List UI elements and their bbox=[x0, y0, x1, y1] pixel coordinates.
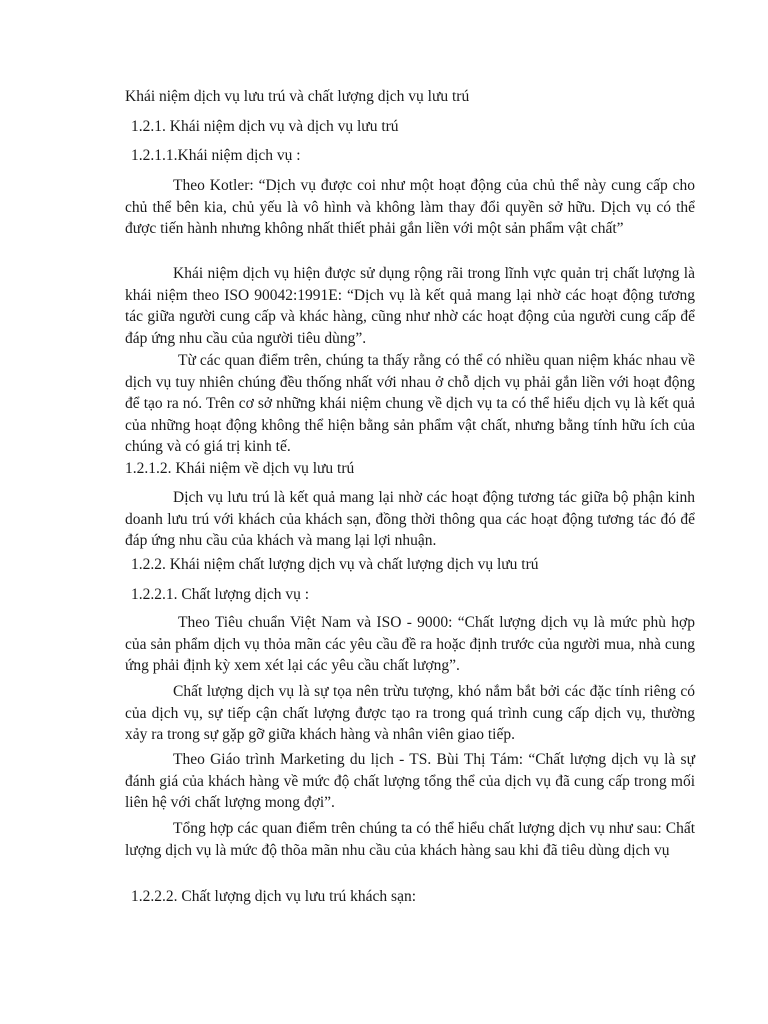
heading-1-2-2-2: 1.2.2.2. Chất lượng dịch vụ lưu trú khách sạn: bbox=[131, 888, 417, 905]
paragraph-quan-diem: Từ các quan điểm trên, chúng ta thấy rằng có thể có nhiều quan niệm khác nhau về dịch vụ tuy nhiên chúng đều thống nhất với nhau ở chỗ dịch vụ phải gắn liền với hoạt động để tạo ra nó. Trên cơ sở những khái niệm chung về dịch vụ ta có thể hiểu dịch vụ là kết quả của những hoạt động không thể hiện bằng sản phẩm vật chất, nhưng bằng tính hữu ích của chúng và có giá trị kinh tế. bbox=[125, 352, 695, 455]
paragraph-luu-tru: Dịch vụ lưu trú là kết quả mang lại nhờ các hoạt động tương tác giữa bộ phận kinh doanh lưu trú với khách của khách sạn, đồng thời thông qua các hoạt động tương tác đó để đáp ứng nhu cầu của khách và mang lại lợi nhuận. bbox=[125, 489, 695, 549]
heading-1-2-2: 1.2.2. Khái niệm chất lượng dịch vụ và chất lượng dịch vụ lưu trú bbox=[131, 556, 539, 573]
heading-1-2-1: 1.2.1. Khái niệm dịch vụ và dịch vụ lưu trú bbox=[131, 118, 399, 135]
heading-1-2-1-1: 1.2.1.1.Khái niệm dịch vụ : bbox=[131, 147, 301, 164]
paragraph-tong-hop: Tổng hợp các quan điểm trên chúng ta có thể hiểu chất lượng dịch vụ như sau: Chất lượng dịch vụ là mức độ thõa mãn nhu cầu của khách hàng sau khi đã tiêu dùng dịch vụ bbox=[125, 820, 695, 859]
heading-1-2-1-2: 1.2.1.2. Khái niệm về dịch vụ lưu trú bbox=[125, 460, 355, 477]
paragraph-kotler: Theo Kotler: “Dịch vụ được coi như một hoạt động của chủ thể này cung cấp cho chủ thể bên kia, chủ yếu là vô hình và không làm thay đổi quyền sở hữu. Dịch vụ có thể được tiến hành nhưng không nhất thiết phải gắn liền với một sản phẩm vật chất” bbox=[125, 177, 695, 237]
paragraph-truu-tuong: Chất lượng dịch vụ là sự tọa nên trừu tượng, khó nắm bắt bởi các đặc tính riêng có của dịch vụ, sự tiếp cận chất lượng được tạo ra trong quá trình cung cấp dịch vụ, thường xảy ra trong sự gặp gỡ giữa khách hàng và nhân viên giao tiếp. bbox=[125, 683, 695, 743]
paragraph-tcvn-iso-9000: Theo Tiêu chuẩn Việt Nam và ISO - 9000: “Chất lượng dịch vụ là mức phù hợp của sản phẩm dịch vụ thỏa mãn các yêu cầu đề ra hoặc định trước của người mua, nhà cung ứng phải định kỳ xem xét lại các yêu cầu chất lượng”. bbox=[125, 614, 695, 674]
paragraph-iso-definition: Khái niệm dịch vụ hiện được sử dụng rộng rãi trong lĩnh vực quản trị chất lượng là khái niệm theo ISO 90042:1991E: “Dịch vụ là kết quả mang lại nhờ các hoạt động tương tác giữa người cung cấp và khác hàng, cũng như nhờ các hoạt động của người cung cấp để đáp ứng nhu cầu của người tiêu dùng”. bbox=[125, 265, 695, 347]
paragraph-giao-trinh: Theo Giáo trình Marketing du lịch - TS. Bùi Thị Tám: “Chất lượng dịch vụ là sự đánh giá của khách hàng về mức độ chất lượng tổng thể của dịch vụ đã cung cấp trong mối liên hệ với chất lượng mong đợi”. bbox=[125, 751, 695, 811]
document-title: Khái niệm dịch vụ lưu trú và chất lượng dịch vụ lưu trú bbox=[125, 88, 470, 105]
heading-1-2-2-1: 1.2.2.1. Chất lượng dịch vụ : bbox=[131, 586, 310, 603]
